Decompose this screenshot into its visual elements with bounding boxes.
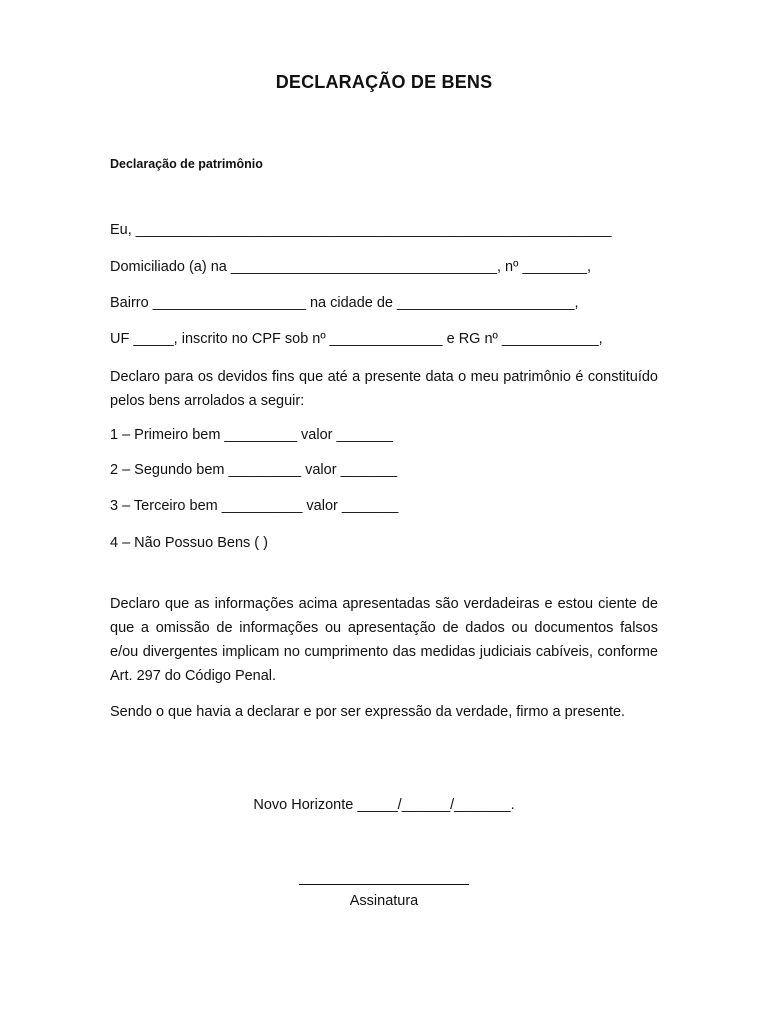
signature-label: Assinatura (349, 893, 419, 909)
intro-paragraph: Declaro para os devidos fins que até a presente data o meu patrimônio é constituído pelos bens arrolados a seguir: (110, 369, 658, 409)
signature-line (299, 884, 469, 885)
asset-item-1: 1 – Primeiro bem _________ valor _______ (110, 427, 393, 443)
asset-item-3: 3 – Terceiro bem __________ valor _______ (110, 498, 399, 514)
declaration-paragraph: Declaro que as informações acima apresentadas são verdadeiras e estou ciente de que a omissão de informações ou apresentação de dados ou documentos falsos e/ou divergentes implicam no cumprimento das medidas judiciais cabíveis, conforme Art. 297 do Código Penal. (110, 596, 658, 684)
identity-line-neighborhood: Bairro ___________________ na cidade de ______________________, (110, 295, 579, 311)
identity-line-documents: UF _____, inscrito no CPF sob nº ______________ e RG nº ____________, (110, 331, 603, 347)
closing-paragraph: Sendo o que havia a declarar e por ser expressão da verdade, firmo a presente. (110, 704, 626, 720)
identity-line-name: Eu, ___________________________________________________________ (110, 222, 612, 238)
asset-item-none: 4 – Não Possuo Bens ( ) (110, 535, 268, 551)
document-subtitle: Declaração de patrimônio (110, 157, 263, 171)
place-date-line: Novo Horizonte _____/______/_______. (253, 797, 515, 813)
asset-item-2: 2 – Segundo bem _________ valor _______ (110, 462, 398, 478)
identity-line-address: Domiciliado (a) na _________________________________, nº ________, (110, 259, 591, 275)
document-title: DECLARAÇÃO DE BENS (275, 72, 493, 92)
